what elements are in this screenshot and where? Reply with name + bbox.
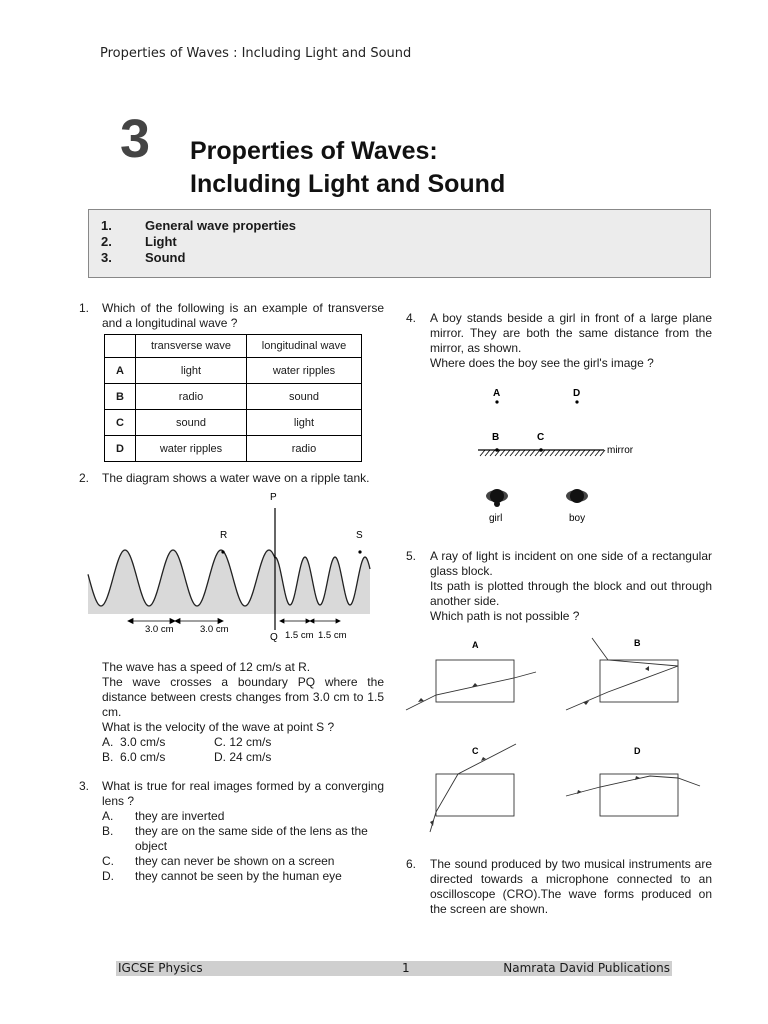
label-s: S [356,530,363,541]
running-header: Properties of Waves : Including Light and Sound [100,46,412,61]
column-header: transverse wave [136,335,247,358]
option-d: D. 24 cm/s [214,750,272,764]
spacing-label-left: 3.0 cm [145,624,174,635]
svg-text:girl: girl [489,513,503,524]
page-footer [116,961,672,976]
spacing-label-left: 3.0 cm [200,624,229,635]
svg-text:D: D [573,388,581,399]
point-s [358,550,361,553]
svg-text:boy: boy [569,513,586,524]
question-text: Which of the following is an example of transverse and a longitudinal wave ? [102,301,384,330]
table-row: A light water ripples [105,358,362,384]
glass-block-b [600,660,678,702]
spacing-label-right: 1.5 cm [318,630,347,641]
spacing-label-right: 1.5 cm [285,630,314,641]
chapter-title [190,135,505,201]
ray-path-c [430,744,516,832]
svg-text:mirror: mirror [607,445,634,456]
question-number: 2. [79,471,90,485]
question-text: Which path is not possible ? [430,609,580,623]
question-text: What is true for real images formed by a converging lens ? [102,779,384,808]
glass-block-c [436,774,514,816]
question-text: The diagram shows a water wave on a ripple tank. [102,471,370,485]
topic-item: 2. Light [101,234,177,249]
chapter-title-line1: Properties of Waves: [190,137,438,165]
footer-course: IGCSE Physics [118,961,203,975]
chapter-number: 3 [120,109,151,169]
table-row: D water ripples radio [105,436,362,462]
option-d: D. they cannot be seen by the human eye [102,869,342,883]
topic-item: 3. Sound [101,250,186,265]
panel-label-b: B [634,638,641,648]
column-header: longitudinal wave [247,335,362,358]
question-number: 4. [406,311,417,325]
question-number: 5. [406,549,417,563]
option-c: C. they can never be shown on a screen [102,854,335,868]
label-r: R [220,530,228,541]
question-text: The wave has a speed of 12 cm/s at R. [102,660,311,674]
panel-label-d: D [634,746,641,756]
panel-label-c: C [472,746,479,756]
question-number: 3. [79,779,90,793]
option-a: A. 3.0 cm/s [102,735,166,749]
ray-path-b [566,638,678,710]
question-text: A boy stands beside a girl in front of a large plane mirror. They are both the same distance from the mirror, as shown. [430,311,712,355]
label-q: Q [270,632,278,643]
glass-block-diagrams [400,632,720,844]
question-text: The sound produced by two musical instruments are directed towards a microphone connected to an oscilloscope (CRO).The wave forms produced on the screen are shown. [430,857,712,916]
panel-label-a: A [472,640,479,650]
svg-text:B: B [492,432,500,443]
point-r [221,550,224,553]
question-text: Where does the boy see the girl's image ? [430,356,654,370]
option-b: B. they are on the same side of the lens as the object [102,824,368,853]
option-c: C. 12 cm/s [214,735,272,749]
girl-figure [486,489,508,507]
option-a: A. they are inverted [102,809,225,823]
question-text: Its path is plotted through the block and out through another side. [430,579,712,608]
question-number: 6. [406,857,417,871]
ray-path-a [406,672,536,710]
ray-path-d [566,776,700,796]
question-text: The wave crosses a boundary PQ where the distance between crests changes from 3.0 cm to 1.5 cm. [102,675,384,719]
mirror-diagram [470,380,650,530]
wave-options-table [104,334,362,462]
point-d [575,400,578,403]
ripple-tank-diagram [86,488,386,648]
table-row: C sound light [105,410,362,436]
svg-text:C: C [537,432,545,443]
chapter-title-line2: Including Light and Sound [190,170,506,198]
svg-text:A: A [493,388,501,399]
point-b [495,448,499,452]
label-p: P [270,492,277,503]
glass-block-d [600,774,678,816]
question-text: What is the velocity of the wave at point S ? [102,720,335,734]
option-b: B. 6.0 cm/s [102,750,166,764]
question-number: 1. [79,301,90,315]
point-a [495,400,498,403]
topic-item: 1. General wave properties [101,218,297,233]
boy-figure [566,489,588,503]
question-text: A ray of light is incident on one side of a rectangular glass block. [430,549,712,578]
point-c [539,448,543,452]
spacing-arrows [128,619,340,624]
table-row: B radio sound [105,384,362,410]
footer-publisher: Namrata David Publications [503,961,670,975]
page-number: 1 [402,961,410,975]
topics-box [88,209,711,278]
